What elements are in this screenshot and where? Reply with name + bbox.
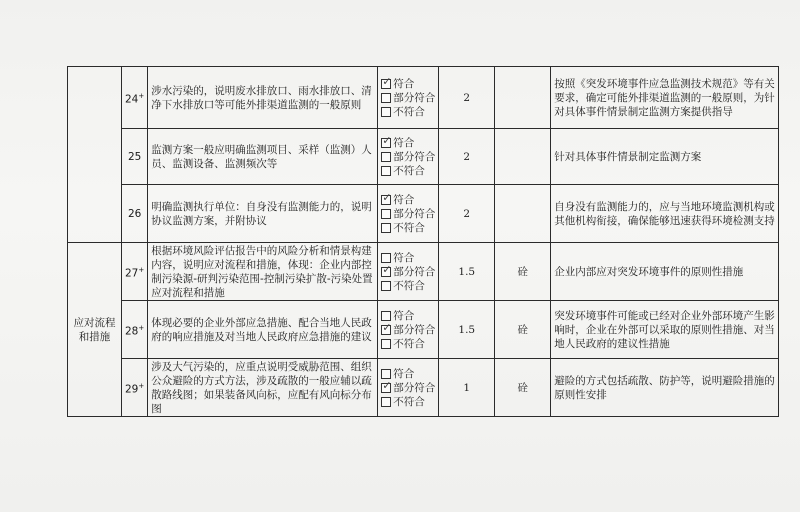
table-row [68, 129, 779, 185]
explanation-text: 按照《突发环境事件应急监测技术规范》等有关要求，确定可能外排渠道监测的一般原则，为针对具体事件情景制定监测方案提供指导 [551, 67, 779, 129]
table-row [68, 67, 779, 129]
checkbox-checked-icon[interactable] [381, 383, 391, 393]
item-number: 24+ [122, 67, 148, 129]
option-compliant[interactable]: ✓ 符合 [381, 136, 435, 150]
remark-cell: 硂 [495, 359, 551, 417]
checkbox-checked-icon[interactable] [381, 267, 391, 277]
checkbox-icon[interactable] [381, 339, 391, 349]
requirement-text: 体现必要的企业外部应急措施、配合当地人民政府的响应措施及对当地人民政府应急措施的建议 [148, 301, 378, 359]
table-row [68, 185, 779, 243]
remark-cell [495, 129, 551, 185]
option-noncompliant[interactable]: 不符合 [381, 164, 435, 178]
option-partial[interactable]: ✓ 部分符合 [381, 323, 435, 337]
compliance-options[interactable] [378, 67, 439, 129]
option-compliant[interactable]: 符合 [381, 367, 435, 381]
option-partial[interactable]: 部分符合 [381, 150, 435, 164]
checkbox-icon[interactable] [381, 152, 391, 162]
option-compliant[interactable]: ✓ 符合 [381, 193, 435, 207]
option-noncompliant[interactable]: 不符合 [381, 395, 435, 409]
checkbox-icon[interactable] [381, 209, 391, 219]
checkbox-icon[interactable] [381, 107, 391, 117]
explanation-text: 避险的方式包括疏散、防护等，说明避险措施的原则性安排 [551, 359, 779, 417]
option-noncompliant[interactable]: 不符合 [381, 279, 435, 293]
checkbox-checked-icon[interactable] [381, 79, 391, 89]
compliance-options[interactable] [378, 185, 439, 243]
score-value: 2 [439, 67, 495, 129]
remark-cell: 硂 [495, 301, 551, 359]
explanation-text: 针对具体事件情景制定监测方案 [551, 129, 779, 185]
remark-cell [495, 67, 551, 129]
item-number: 27+ [122, 243, 148, 301]
explanation-text: 突发环境事件可能或已经对企业外部环境产生影响时，企业在外部可以采取的原则性措施、对当地人民政府的建议性措施 [551, 301, 779, 359]
option-compliant[interactable]: 符合 [381, 309, 435, 323]
requirement-text: 涉水污染的，说明废水排放口、雨水排放口、清净下水排放口等可能外排渠道监测的一般原则 [148, 67, 378, 129]
compliance-options[interactable] [378, 359, 439, 417]
category-cell [68, 67, 122, 243]
requirement-text: 监测方案一般应明确监测项目、采样（监测）人员、监测设备、监测频次等 [148, 129, 378, 185]
requirement-text: 涉及大气污染的，应重点说明受威胁范围、组织公众避险的方式方法，涉及疏散的一般应辅以疏散路线图；如果装备风向标，应配有风向标分布图 [148, 359, 378, 417]
requirement-text: 明确监测执行单位：自身没有监测能力的，说明协议监测方案，并附协议 [148, 185, 378, 243]
score-value: 1.5 [439, 243, 495, 301]
option-noncompliant[interactable]: 不符合 [381, 105, 435, 119]
remark-cell [495, 185, 551, 243]
compliance-options[interactable] [378, 243, 439, 301]
checkbox-icon[interactable] [381, 397, 391, 407]
remark-cell: 硂 [495, 243, 551, 301]
checkbox-checked-icon[interactable] [381, 325, 391, 335]
checkbox-checked-icon[interactable] [381, 138, 391, 148]
table-row [68, 359, 779, 417]
compliance-options[interactable] [378, 301, 439, 359]
option-compliant[interactable]: ✓ 符合 [381, 77, 435, 91]
item-number: 29+ [122, 359, 148, 417]
requirement-text: 根据环境风险评估报告中的风险分析和情景构建内容，说明应对流程和措施，体现：企业内部控制污染源-研判污染范围-控制污染扩散-污染处置应对流程和措施 [148, 243, 378, 301]
score-value: 2 [439, 185, 495, 243]
option-partial[interactable]: ✓ 部分符合 [381, 265, 435, 279]
option-partial[interactable]: 部分符合 [381, 207, 435, 221]
explanation-text: 企业内部应对突发环境事件的原则性措施 [551, 243, 779, 301]
category-cell: 应对流程和措施 [68, 243, 122, 417]
checkbox-icon[interactable] [381, 369, 391, 379]
checkbox-icon[interactable] [381, 311, 391, 321]
option-partial[interactable]: 部分符合 [381, 91, 435, 105]
checkbox-icon[interactable] [381, 93, 391, 103]
option-noncompliant[interactable]: 不符合 [381, 337, 435, 351]
table-row [68, 301, 779, 359]
item-number: 26 [122, 185, 148, 243]
explanation-text: 自身没有监测能力的，应与当地环境监测机构或其他机构衔接，确保能够迅速获得环境检测支持 [551, 185, 779, 243]
option-compliant[interactable]: 符合 [381, 251, 435, 265]
compliance-options[interactable] [378, 129, 439, 185]
checkbox-icon[interactable] [381, 166, 391, 176]
score-value: 1.5 [439, 301, 495, 359]
item-number: 25 [122, 129, 148, 185]
option-partial[interactable]: ✓ 部分符合 [381, 381, 435, 395]
table-row [68, 243, 779, 301]
checkbox-icon[interactable] [381, 253, 391, 263]
checkbox-icon[interactable] [381, 281, 391, 291]
item-number: 28+ [122, 301, 148, 359]
checkbox-checked-icon[interactable] [381, 195, 391, 205]
score-value: 2 [439, 129, 495, 185]
checkbox-icon[interactable] [381, 223, 391, 233]
option-noncompliant[interactable]: 不符合 [381, 221, 435, 235]
review-table [67, 66, 779, 417]
score-value: 1 [439, 359, 495, 417]
